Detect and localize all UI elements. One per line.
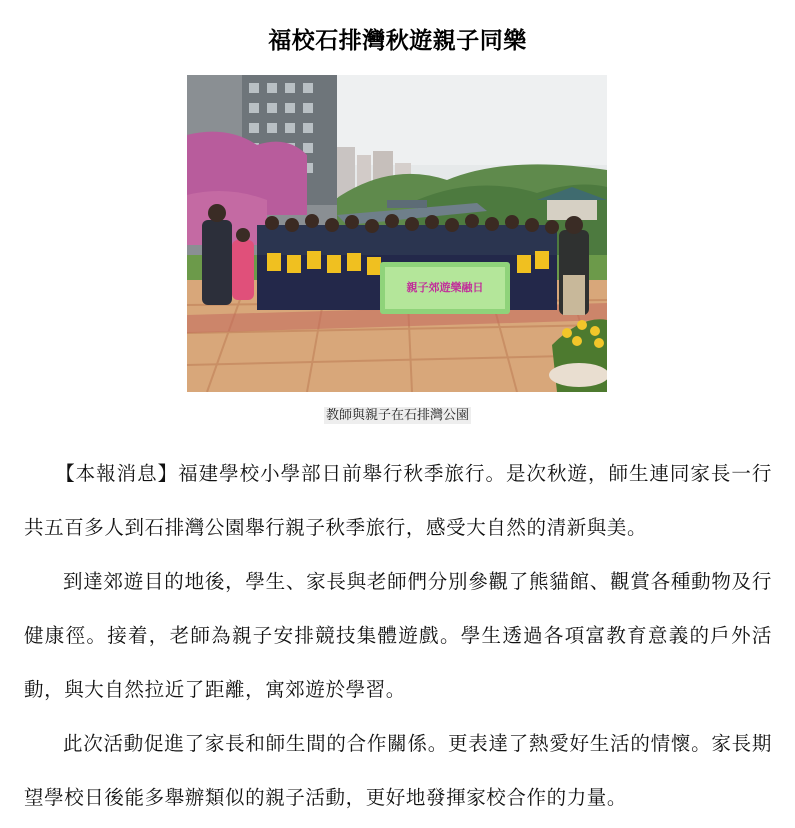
photo-caption	[0, 404, 795, 423]
banner-text: 親子郊遊樂融日	[406, 281, 484, 294]
photo-caption-text: 教師與親子在石排灣公園	[325, 408, 469, 423]
group-photo	[187, 75, 607, 392]
article-title: 福校石排灣秋遊親子同樂	[268, 28, 527, 54]
article-paragraph: 到達郊遊目的地後，學生、家長與老師們分別參觀了熊貓館、觀賞各種動物及行健康徑。接着，老師為親子安排競技集體遊戲。學生透過各項富教育意義的戶外活動，與大自然拉近了距離，寓郊遊於學習。	[24, 570, 772, 701]
article-paragraph: 此次活動促進了家長和師生間的合作關係。更表達了熱愛好生活的情懷。家長期望學校日後能多舉辦類似的親子活動，更好地發揮家校合作的力量。	[24, 732, 772, 809]
article-body	[24, 447, 772, 825]
article-paragraph: 【本報消息】福建學校小學部日前舉行秋季旅行。是次秋遊，師生連同家長一行共五百多人到石排灣公園舉行親子秋季旅行，感受大自然的清新與美。	[24, 462, 772, 539]
